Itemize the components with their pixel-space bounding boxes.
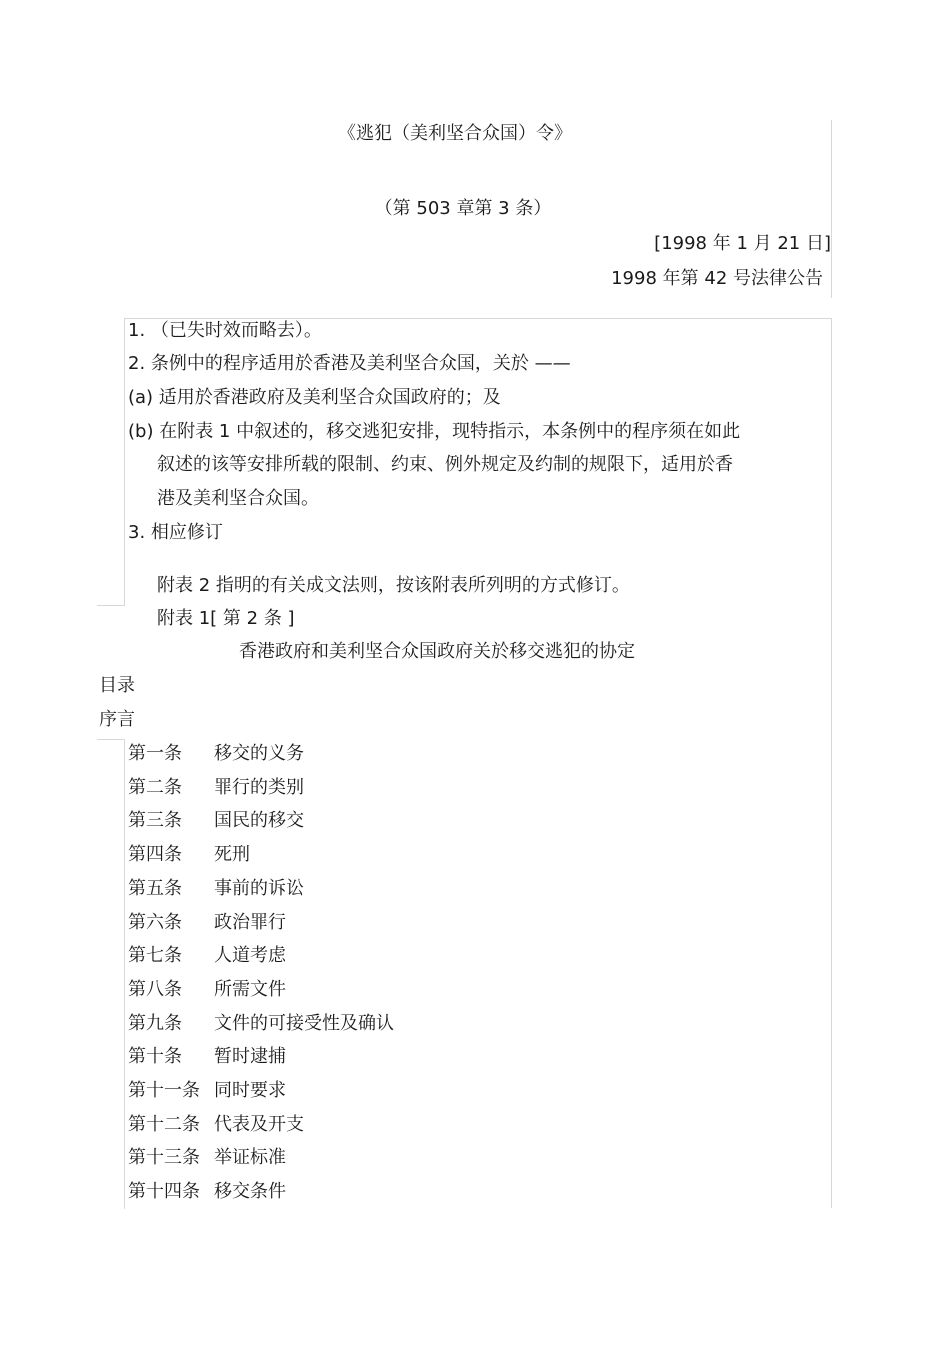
section-2-b-line-1: (b) 在附表 1 中叙述的，移交逃犯安排，现特指示，本条例中的程序须在如此 bbox=[128, 421, 741, 442]
frame-line-top bbox=[124, 318, 832, 319]
toc-article-title: 所需文件 bbox=[214, 978, 286, 1000]
toc-entry bbox=[0, 945, 950, 967]
toc-entry bbox=[0, 1013, 950, 1035]
toc-article-number: 第五条 bbox=[128, 877, 182, 899]
toc-article-title: 举证标准 bbox=[214, 1147, 286, 1169]
toc-article-number: 第九条 bbox=[128, 1012, 182, 1034]
toc-article-title: 文件的可接受性及确认 bbox=[214, 1012, 394, 1034]
toc-entry bbox=[0, 1080, 950, 1102]
toc-article-number: 第十一条 bbox=[128, 1080, 200, 1101]
toc-entry bbox=[0, 810, 950, 832]
toc-entry bbox=[0, 844, 950, 866]
toc-article-number: 第二条 bbox=[128, 776, 182, 798]
toc-article-title: 罪行的类别 bbox=[214, 776, 304, 798]
toc-article-title: 政治罪行 bbox=[214, 911, 286, 933]
toc-entry bbox=[0, 1114, 950, 1136]
section-1: 1. （已失时效而略去）。 bbox=[128, 320, 322, 341]
toc-article-number: 第十四条 bbox=[128, 1181, 200, 1203]
agreement-title: 香港政府和美利坚合众国政府关於移交逃犯的协定 bbox=[239, 641, 635, 662]
preamble-heading: 序言 bbox=[99, 709, 135, 730]
toc-article-title: 暂时逮捕 bbox=[214, 1046, 286, 1068]
toc-entry bbox=[0, 1181, 950, 1203]
toc-entry bbox=[0, 1046, 950, 1068]
section-2-b-line-2: 叙述的该等安排所载的限制、约束、例外规定及约制的规限下，适用於香 bbox=[157, 454, 733, 475]
toc-article-title: 国民的移交 bbox=[214, 810, 304, 832]
toc-article-number: 第八条 bbox=[128, 978, 182, 1000]
toc-article-title: 人道考虑 bbox=[214, 945, 286, 967]
gazette-date: [1998 年 1 月 21 日] bbox=[654, 233, 831, 254]
chapter-reference: （第 503 章第 3 条） bbox=[374, 198, 552, 219]
toc-article-title: 死刑 bbox=[214, 844, 250, 866]
toc-article-number: 第十三条 bbox=[128, 1147, 200, 1169]
toc-article-number: 第七条 bbox=[128, 945, 182, 967]
toc-article-number: 第十二条 bbox=[128, 1113, 200, 1135]
section-3-heading: 3. 相应修订 bbox=[128, 522, 223, 543]
toc-entry bbox=[0, 979, 950, 1001]
section-2: 2. 条例中的程序适用於香港及美利坚合众国，关於 —— bbox=[128, 353, 571, 374]
toc-article-title: 代表及开支 bbox=[214, 1113, 304, 1135]
toc-article-number: 第三条 bbox=[128, 810, 182, 832]
legal-notice: 1998 年第 42 号法律公告 bbox=[611, 268, 823, 289]
toc-article-title: 事前的诉讼 bbox=[214, 877, 304, 899]
toc-article-number: 第四条 bbox=[128, 844, 182, 866]
schedule-1-heading: 附表 1[ 第 2 条 ] bbox=[157, 608, 295, 629]
toc-article-number: 第一条 bbox=[128, 743, 182, 764]
toc-entry bbox=[0, 743, 950, 765]
toc-entry bbox=[0, 777, 950, 799]
toc-entry bbox=[0, 878, 950, 900]
toc-article-title: 移交的义务 bbox=[214, 743, 304, 764]
section-2-b-line-3: 港及美利坚合众国。 bbox=[157, 488, 319, 509]
toc-article-number: 第十条 bbox=[128, 1046, 182, 1068]
toc-article-title: 同时要求 bbox=[214, 1080, 286, 1101]
section-3-text: 附表 2 指明的有关成文法则，按该附表所列明的方式修订。 bbox=[157, 575, 630, 596]
toc-entry bbox=[0, 912, 950, 934]
toc-article-number: 第六条 bbox=[128, 911, 182, 933]
contents-heading: 目录 bbox=[99, 675, 135, 696]
frame-line-mid-1 bbox=[97, 605, 125, 606]
frame-line-left-1 bbox=[124, 318, 125, 606]
frame-line-mid-2 bbox=[97, 739, 125, 740]
toc-article-title: 移交条件 bbox=[214, 1181, 286, 1203]
section-2-a: (a) 适用於香港政府及美利坚合众国政府的；及 bbox=[128, 387, 501, 408]
document-title: 《逃犯（美利坚合众国）令》 bbox=[338, 123, 572, 144]
toc-entry bbox=[0, 1147, 950, 1169]
